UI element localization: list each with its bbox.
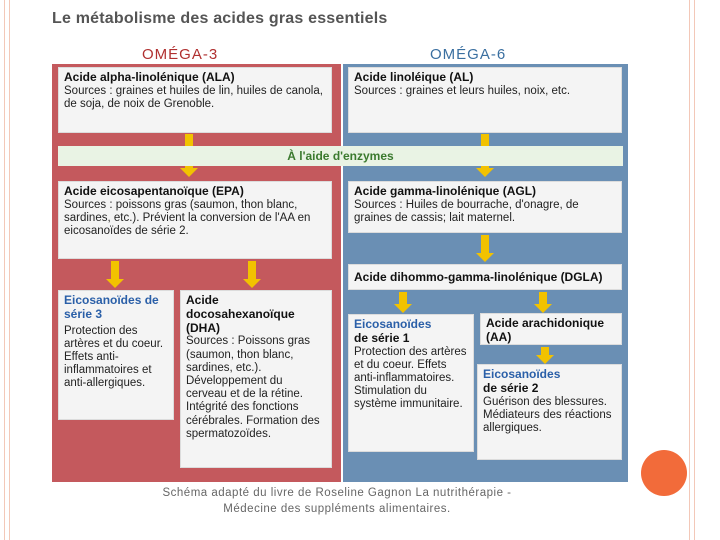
eico1-text: Protection des artères et du coeur. Effets anti-inflammatoires. Stimulation du système immunitaire. — [354, 345, 467, 411]
diagram-title: Le métabolisme des acides gras essentiels — [52, 10, 388, 27]
ala-box — [58, 67, 332, 133]
eico1-name-blue: Eicosanoïdes — [354, 317, 432, 331]
dgla-name: Acide dihommo-gamma-linolénique — [354, 270, 558, 284]
arrow-epa-dha — [246, 261, 258, 288]
dgla-box — [348, 264, 622, 290]
epa-name: Acide eicosapentanoïque (EPA) — [64, 184, 244, 198]
agl-box — [348, 181, 622, 233]
arrow-dgla-eico1 — [397, 292, 409, 313]
agl-text: Sources : Huiles de bourrache, d'onagre, de graines de cassis; lait maternel. — [354, 198, 579, 225]
epa-box — [58, 181, 332, 259]
eico3-text: Protection des artères et du coeur. Effets anti-inflammatoires et anti-allergiques. — [64, 324, 164, 390]
al-text: Sources : graines et leurs huiles, noix, etc. — [354, 84, 571, 97]
eico2-text: Guérison des blessures. Médiateurs des réactions allergiques. — [483, 395, 612, 435]
caption-line-2: Médecine des suppléments alimentaires. — [223, 502, 451, 515]
eico3-box — [58, 290, 174, 420]
al-name: Acide linoléique (AL) — [354, 70, 474, 84]
ala-name: Acide alpha-linolénique (ALA) — [64, 70, 235, 84]
enzymes-band: À l'aide d'enzymes — [58, 146, 623, 166]
ala-text: Sources : graines et huiles de lin, huiles de canola, de soja, de noix de Grenoble. — [64, 84, 323, 111]
arrow-aa-eico2 — [539, 347, 551, 364]
caption-line-1: Schéma adapté du livre de Roseline Gagnon La nutrithérapie - — [162, 487, 512, 499]
dha-text: Sources : Poissons gras (saumon, thon blanc, sardines, etc.). Développement du cerveau et de la rétine. Intégrité des fonctions cérébrales. Formation des spermatozoïdes. — [186, 335, 320, 440]
arrow-dgla-aa — [537, 292, 549, 313]
slide-border-left — [4, 0, 10, 540]
dgla-abbr: (DGLA) — [560, 270, 603, 284]
omega6-heading: OMÉGA-6 — [430, 46, 507, 63]
eico3-name: Eicosanoïdes de série 3 — [64, 293, 159, 321]
arrow-agl-dgla — [479, 235, 491, 262]
accent-dot — [641, 450, 687, 496]
dha-name: Acide docosahexanoïque (DHA) — [186, 293, 295, 335]
aa-name: Acide arachidonique (AA) — [486, 316, 605, 344]
aa-box — [480, 313, 622, 345]
dha-box — [180, 290, 332, 468]
eico2-box — [477, 364, 622, 460]
arrow-epa-eico3 — [109, 261, 121, 288]
al-box — [348, 67, 622, 133]
eico2-name-rest: de série 2 — [483, 380, 539, 395]
eico1-box — [348, 314, 474, 452]
eico2-name-blue: Eicosanoïdes — [483, 367, 561, 381]
source-caption — [112, 486, 562, 517]
slide-border-right — [689, 0, 695, 540]
epa-text: Sources : poissons gras (saumon, thon blanc, sardines, etc.). Prévient la conversion de l'AA en eicosanoïdes de série 2. — [64, 198, 311, 238]
omega3-heading: OMÉGA-3 — [142, 46, 219, 63]
eico1-name-rest: de série 1 — [354, 330, 410, 345]
agl-name: Acide gamma-linolénique (AGL) — [354, 184, 537, 198]
